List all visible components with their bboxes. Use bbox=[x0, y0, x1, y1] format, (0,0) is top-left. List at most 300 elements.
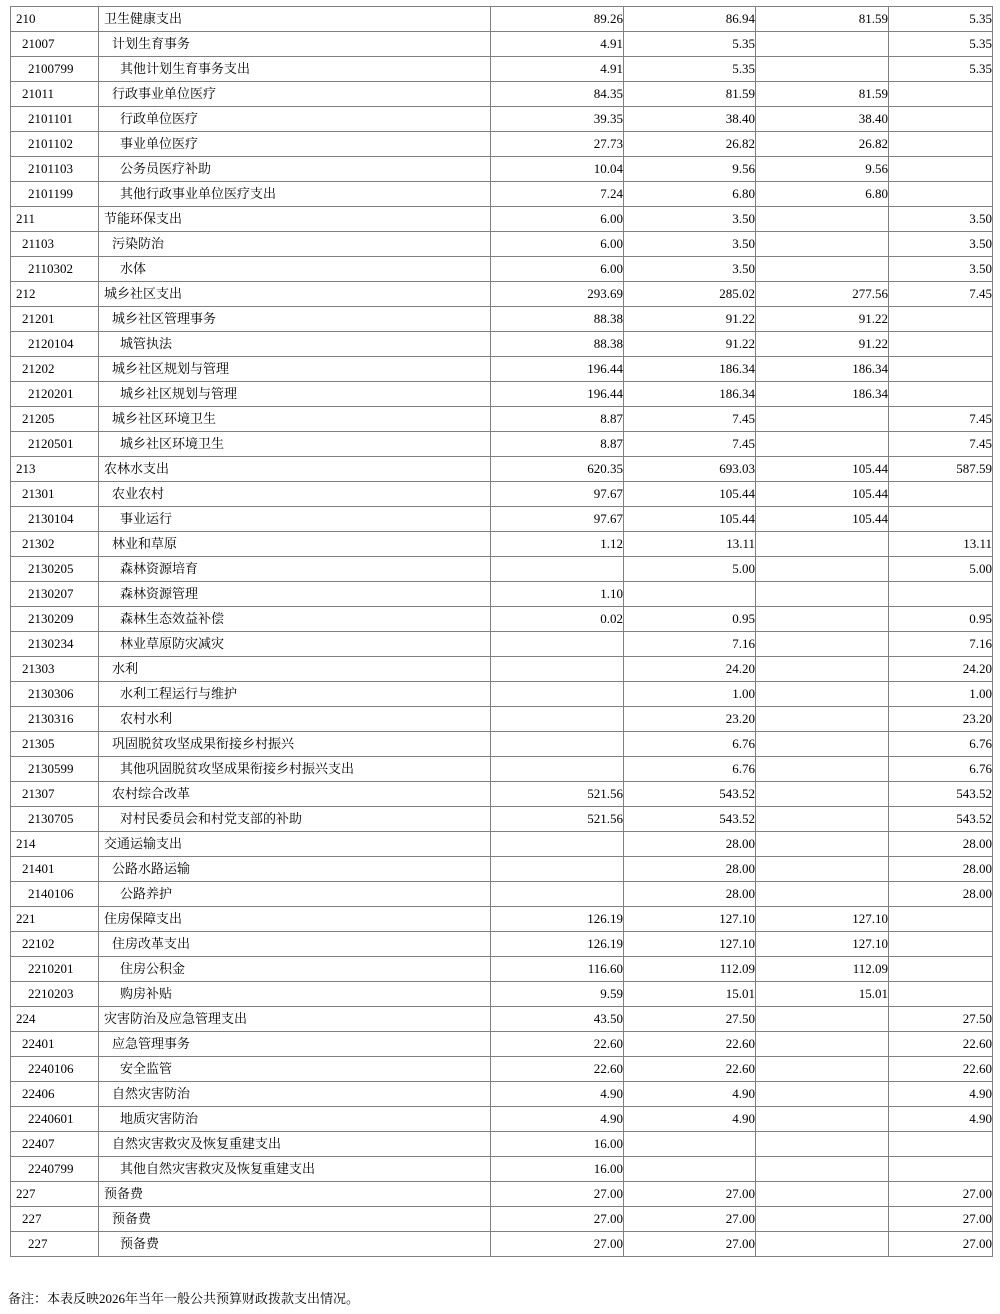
value-cell-col1: 8.87 bbox=[491, 432, 624, 457]
row-code-cell: 2120501 bbox=[11, 432, 99, 457]
row-code-cell: 2100799 bbox=[11, 57, 99, 82]
value-cell-col4: 7.45 bbox=[889, 407, 993, 432]
value-cell-col4 bbox=[889, 182, 993, 207]
value-cell-col3 bbox=[756, 407, 889, 432]
row-code-cell: 2120104 bbox=[11, 332, 99, 357]
value-cell-col4: 22.60 bbox=[889, 1057, 993, 1082]
row-name-cell: 其他自然灾害救灾及恢复重建支出 bbox=[99, 1157, 491, 1182]
value-cell-col4: 7.45 bbox=[889, 282, 993, 307]
row-code-cell: 2130705 bbox=[11, 807, 99, 832]
table-row bbox=[11, 1182, 993, 1207]
table-row bbox=[11, 407, 993, 432]
value-cell-col2: 15.01 bbox=[624, 982, 756, 1007]
table-row bbox=[11, 957, 993, 982]
value-cell-col1: 7.24 bbox=[491, 182, 624, 207]
table-row bbox=[11, 457, 993, 482]
value-cell-col4: 1.00 bbox=[889, 682, 993, 707]
value-cell-col4: 27.50 bbox=[889, 1007, 993, 1032]
value-cell-col2: 105.44 bbox=[624, 482, 756, 507]
value-cell-col3: 81.59 bbox=[756, 82, 889, 107]
value-cell-col2: 543.52 bbox=[624, 807, 756, 832]
value-cell-col4 bbox=[889, 1157, 993, 1182]
table-row bbox=[11, 107, 993, 132]
value-cell-col4: 27.00 bbox=[889, 1207, 993, 1232]
value-cell-col2: 27.00 bbox=[624, 1232, 756, 1257]
row-name-cell: 应急管理事务 bbox=[99, 1032, 491, 1057]
value-cell-col3: 277.56 bbox=[756, 282, 889, 307]
value-cell-col3 bbox=[756, 1157, 889, 1182]
value-cell-col3: 127.10 bbox=[756, 932, 889, 957]
value-cell-col3 bbox=[756, 1082, 889, 1107]
value-cell-col2: 6.76 bbox=[624, 732, 756, 757]
row-name-cell: 城乡社区规划与管理 bbox=[99, 382, 491, 407]
value-cell-col4 bbox=[889, 1132, 993, 1157]
table-row bbox=[11, 682, 993, 707]
value-cell-col2: 6.80 bbox=[624, 182, 756, 207]
value-cell-col1: 521.56 bbox=[491, 807, 624, 832]
table-row bbox=[11, 332, 993, 357]
row-code-cell: 21303 bbox=[11, 657, 99, 682]
table-row bbox=[11, 807, 993, 832]
value-cell-col1: 126.19 bbox=[491, 907, 624, 932]
value-cell-col2: 5.35 bbox=[624, 57, 756, 82]
value-cell-col2: 91.22 bbox=[624, 332, 756, 357]
table-row bbox=[11, 382, 993, 407]
value-cell-col2: 26.82 bbox=[624, 132, 756, 157]
value-cell-col2: 105.44 bbox=[624, 507, 756, 532]
value-cell-col1 bbox=[491, 657, 624, 682]
row-code-cell: 2210201 bbox=[11, 957, 99, 982]
table-row bbox=[11, 232, 993, 257]
value-cell-col3 bbox=[756, 1182, 889, 1207]
table-row bbox=[11, 182, 993, 207]
row-name-cell: 交通运输支出 bbox=[99, 832, 491, 857]
value-cell-col1: 1.10 bbox=[491, 582, 624, 607]
row-name-cell: 节能环保支出 bbox=[99, 207, 491, 232]
table-row bbox=[11, 1107, 993, 1132]
value-cell-col1 bbox=[491, 557, 624, 582]
table-row bbox=[11, 1032, 993, 1057]
value-cell-col4: 28.00 bbox=[889, 857, 993, 882]
value-cell-col2: 22.60 bbox=[624, 1057, 756, 1082]
value-cell-col2: 0.95 bbox=[624, 607, 756, 632]
row-name-cell: 农村水利 bbox=[99, 707, 491, 732]
value-cell-col2: 4.90 bbox=[624, 1107, 756, 1132]
value-cell-col1 bbox=[491, 732, 624, 757]
value-cell-col2: 3.50 bbox=[624, 232, 756, 257]
value-cell-col3 bbox=[756, 1107, 889, 1132]
value-cell-col2: 13.11 bbox=[624, 532, 756, 557]
table-row bbox=[11, 732, 993, 757]
value-cell-col2: 3.50 bbox=[624, 207, 756, 232]
value-cell-col3 bbox=[756, 207, 889, 232]
value-cell-col4: 24.20 bbox=[889, 657, 993, 682]
row-code-cell: 2130205 bbox=[11, 557, 99, 582]
value-cell-col1: 88.38 bbox=[491, 332, 624, 357]
row-name-cell: 农业农村 bbox=[99, 482, 491, 507]
value-cell-col3 bbox=[756, 1132, 889, 1157]
value-cell-col2: 7.45 bbox=[624, 432, 756, 457]
row-code-cell: 227 bbox=[11, 1232, 99, 1257]
value-cell-col2: 5.00 bbox=[624, 557, 756, 582]
table-row bbox=[11, 307, 993, 332]
value-cell-col3: 105.44 bbox=[756, 507, 889, 532]
value-cell-col4 bbox=[889, 507, 993, 532]
row-code-cell: 2130207 bbox=[11, 582, 99, 607]
value-cell-col3: 6.80 bbox=[756, 182, 889, 207]
value-cell-col4: 22.60 bbox=[889, 1032, 993, 1057]
row-code-cell: 227 bbox=[11, 1207, 99, 1232]
value-cell-col2: 27.00 bbox=[624, 1182, 756, 1207]
value-cell-col3 bbox=[756, 1057, 889, 1082]
row-name-cell: 城乡社区管理事务 bbox=[99, 307, 491, 332]
value-cell-col3: 26.82 bbox=[756, 132, 889, 157]
value-cell-col1: 1.12 bbox=[491, 532, 624, 557]
value-cell-col4 bbox=[889, 932, 993, 957]
value-cell-col4: 3.50 bbox=[889, 232, 993, 257]
value-cell-col2: 28.00 bbox=[624, 882, 756, 907]
value-cell-col1: 22.60 bbox=[491, 1032, 624, 1057]
row-code-cell: 21205 bbox=[11, 407, 99, 432]
value-cell-col4: 7.45 bbox=[889, 432, 993, 457]
value-cell-col4: 7.16 bbox=[889, 632, 993, 657]
row-name-cell: 对村民委员会和村党支部的补助 bbox=[99, 807, 491, 832]
budget-expenditure-table bbox=[10, 6, 993, 1257]
row-name-cell: 购房补贴 bbox=[99, 982, 491, 1007]
table-row bbox=[11, 432, 993, 457]
table-row bbox=[11, 132, 993, 157]
table-row bbox=[11, 607, 993, 632]
value-cell-col3 bbox=[756, 607, 889, 632]
table-row bbox=[11, 1082, 993, 1107]
row-name-cell: 事业运行 bbox=[99, 507, 491, 532]
row-name-cell: 城管执法 bbox=[99, 332, 491, 357]
row-code-cell: 2130104 bbox=[11, 507, 99, 532]
table-row bbox=[11, 7, 993, 32]
row-name-cell: 地质灾害防治 bbox=[99, 1107, 491, 1132]
row-code-cell: 21401 bbox=[11, 857, 99, 882]
value-cell-col3: 91.22 bbox=[756, 332, 889, 357]
row-name-cell: 林业和草原 bbox=[99, 532, 491, 557]
value-cell-col3 bbox=[756, 807, 889, 832]
value-cell-col2: 28.00 bbox=[624, 857, 756, 882]
value-cell-col2 bbox=[624, 582, 756, 607]
value-cell-col1: 6.00 bbox=[491, 257, 624, 282]
value-cell-col4: 28.00 bbox=[889, 882, 993, 907]
value-cell-col4: 543.52 bbox=[889, 782, 993, 807]
row-code-cell: 224 bbox=[11, 1007, 99, 1032]
value-cell-col1 bbox=[491, 757, 624, 782]
table-row bbox=[11, 857, 993, 882]
row-name-cell: 巩固脱贫攻坚成果衔接乡村振兴 bbox=[99, 732, 491, 757]
value-cell-col4: 3.50 bbox=[889, 207, 993, 232]
table-row bbox=[11, 932, 993, 957]
row-name-cell: 其他计划生育事务支出 bbox=[99, 57, 491, 82]
value-cell-col3 bbox=[756, 1232, 889, 1257]
value-cell-col2: 7.45 bbox=[624, 407, 756, 432]
value-cell-col1: 97.67 bbox=[491, 507, 624, 532]
value-cell-col1 bbox=[491, 857, 624, 882]
table-row bbox=[11, 482, 993, 507]
value-cell-col3 bbox=[756, 582, 889, 607]
value-cell-col1: 196.44 bbox=[491, 382, 624, 407]
row-code-cell: 212 bbox=[11, 282, 99, 307]
value-cell-col3 bbox=[756, 257, 889, 282]
table-row bbox=[11, 357, 993, 382]
value-cell-col1: 8.87 bbox=[491, 407, 624, 432]
row-code-cell: 211 bbox=[11, 207, 99, 232]
value-cell-col1: 27.73 bbox=[491, 132, 624, 157]
row-code-cell: 2101103 bbox=[11, 157, 99, 182]
value-cell-col3 bbox=[756, 782, 889, 807]
value-cell-col3: 105.44 bbox=[756, 482, 889, 507]
value-cell-col4: 27.00 bbox=[889, 1232, 993, 1257]
value-cell-col3: 127.10 bbox=[756, 907, 889, 932]
row-name-cell: 预备费 bbox=[99, 1232, 491, 1257]
row-name-cell: 农村综合改革 bbox=[99, 782, 491, 807]
value-cell-col1: 4.90 bbox=[491, 1082, 624, 1107]
value-cell-col2: 285.02 bbox=[624, 282, 756, 307]
value-cell-col1: 116.60 bbox=[491, 957, 624, 982]
value-cell-col4: 5.35 bbox=[889, 57, 993, 82]
value-cell-col3 bbox=[756, 1007, 889, 1032]
row-code-cell: 2101101 bbox=[11, 107, 99, 132]
row-code-cell: 22407 bbox=[11, 1132, 99, 1157]
value-cell-col4 bbox=[889, 357, 993, 382]
row-name-cell: 城乡社区环境卫生 bbox=[99, 432, 491, 457]
row-name-cell: 自然灾害救灾及恢复重建支出 bbox=[99, 1132, 491, 1157]
value-cell-col4: 27.00 bbox=[889, 1182, 993, 1207]
value-cell-col4: 587.59 bbox=[889, 457, 993, 482]
row-code-cell: 2130306 bbox=[11, 682, 99, 707]
table-row bbox=[11, 707, 993, 732]
row-name-cell: 安全监管 bbox=[99, 1057, 491, 1082]
value-cell-col2: 91.22 bbox=[624, 307, 756, 332]
value-cell-col4 bbox=[889, 157, 993, 182]
row-name-cell: 水利工程运行与维护 bbox=[99, 682, 491, 707]
row-code-cell: 21007 bbox=[11, 32, 99, 57]
row-code-cell: 2110302 bbox=[11, 257, 99, 282]
row-code-cell: 2130316 bbox=[11, 707, 99, 732]
table-row bbox=[11, 582, 993, 607]
row-name-cell: 公路养护 bbox=[99, 882, 491, 907]
value-cell-col3 bbox=[756, 682, 889, 707]
value-cell-col1: 521.56 bbox=[491, 782, 624, 807]
row-code-cell: 213 bbox=[11, 457, 99, 482]
row-name-cell: 卫生健康支出 bbox=[99, 7, 491, 32]
value-cell-col2: 4.90 bbox=[624, 1082, 756, 1107]
row-code-cell: 227 bbox=[11, 1182, 99, 1207]
value-cell-col3 bbox=[756, 57, 889, 82]
row-name-cell: 水体 bbox=[99, 257, 491, 282]
table-row bbox=[11, 207, 993, 232]
value-cell-col3: 112.09 bbox=[756, 957, 889, 982]
value-cell-col2: 22.60 bbox=[624, 1032, 756, 1057]
table-row bbox=[11, 1207, 993, 1232]
value-cell-col2: 9.56 bbox=[624, 157, 756, 182]
value-cell-col3: 9.56 bbox=[756, 157, 889, 182]
value-cell-col3 bbox=[756, 532, 889, 557]
value-cell-col3 bbox=[756, 757, 889, 782]
value-cell-col2: 127.10 bbox=[624, 932, 756, 957]
table-row bbox=[11, 1057, 993, 1082]
table-row bbox=[11, 882, 993, 907]
value-cell-col3 bbox=[756, 632, 889, 657]
value-cell-col3: 81.59 bbox=[756, 7, 889, 32]
value-cell-col2: 23.20 bbox=[624, 707, 756, 732]
value-cell-col1: 43.50 bbox=[491, 1007, 624, 1032]
table-row bbox=[11, 1132, 993, 1157]
value-cell-col4 bbox=[889, 132, 993, 157]
value-cell-col3 bbox=[756, 32, 889, 57]
row-name-cell: 城乡社区支出 bbox=[99, 282, 491, 307]
value-cell-col2: 6.76 bbox=[624, 757, 756, 782]
row-code-cell: 21201 bbox=[11, 307, 99, 332]
table-row bbox=[11, 1007, 993, 1032]
row-code-cell: 210 bbox=[11, 7, 99, 32]
row-name-cell: 其他巩固脱贫攻坚成果衔接乡村振兴支出 bbox=[99, 757, 491, 782]
value-cell-col4: 6.76 bbox=[889, 732, 993, 757]
row-name-cell: 灾害防治及应急管理支出 bbox=[99, 1007, 491, 1032]
table-row bbox=[11, 82, 993, 107]
value-cell-col2: 24.20 bbox=[624, 657, 756, 682]
table-row bbox=[11, 257, 993, 282]
value-cell-col3 bbox=[756, 232, 889, 257]
table-row bbox=[11, 1232, 993, 1257]
value-cell-col3 bbox=[756, 732, 889, 757]
value-cell-col1: 39.35 bbox=[491, 107, 624, 132]
row-name-cell: 公务员医疗补助 bbox=[99, 157, 491, 182]
table-row bbox=[11, 782, 993, 807]
value-cell-col4: 5.35 bbox=[889, 32, 993, 57]
value-cell-col2: 693.03 bbox=[624, 457, 756, 482]
table-row bbox=[11, 557, 993, 582]
value-cell-col3 bbox=[756, 557, 889, 582]
table-row bbox=[11, 657, 993, 682]
row-name-cell: 行政事业单位医疗 bbox=[99, 82, 491, 107]
table-row bbox=[11, 157, 993, 182]
value-cell-col1: 22.60 bbox=[491, 1057, 624, 1082]
budget-table-body bbox=[11, 7, 993, 1257]
table-row bbox=[11, 507, 993, 532]
value-cell-col2: 127.10 bbox=[624, 907, 756, 932]
row-code-cell: 2101102 bbox=[11, 132, 99, 157]
row-code-cell: 21011 bbox=[11, 82, 99, 107]
value-cell-col1 bbox=[491, 882, 624, 907]
row-name-cell: 森林资源管理 bbox=[99, 582, 491, 607]
value-cell-col1: 16.00 bbox=[491, 1132, 624, 1157]
row-code-cell: 2240106 bbox=[11, 1057, 99, 1082]
value-cell-col1: 88.38 bbox=[491, 307, 624, 332]
row-name-cell: 预备费 bbox=[99, 1207, 491, 1232]
value-cell-col1: 4.90 bbox=[491, 1107, 624, 1132]
table-row bbox=[11, 757, 993, 782]
value-cell-col4: 0.95 bbox=[889, 607, 993, 632]
row-code-cell: 2101199 bbox=[11, 182, 99, 207]
row-code-cell: 221 bbox=[11, 907, 99, 932]
value-cell-col3 bbox=[756, 832, 889, 857]
value-cell-col3 bbox=[756, 882, 889, 907]
row-name-cell: 森林资源培育 bbox=[99, 557, 491, 582]
table-row bbox=[11, 632, 993, 657]
row-code-cell: 22102 bbox=[11, 932, 99, 957]
value-cell-col3: 105.44 bbox=[756, 457, 889, 482]
value-cell-col1: 196.44 bbox=[491, 357, 624, 382]
value-cell-col3: 38.40 bbox=[756, 107, 889, 132]
row-name-cell: 水利 bbox=[99, 657, 491, 682]
value-cell-col2: 7.16 bbox=[624, 632, 756, 657]
row-code-cell: 2130234 bbox=[11, 632, 99, 657]
value-cell-col4 bbox=[889, 982, 993, 1007]
table-row bbox=[11, 907, 993, 932]
row-name-cell: 计划生育事务 bbox=[99, 32, 491, 57]
value-cell-col4: 5.00 bbox=[889, 557, 993, 582]
value-cell-col3: 15.01 bbox=[756, 982, 889, 1007]
row-code-cell: 21103 bbox=[11, 232, 99, 257]
value-cell-col4 bbox=[889, 907, 993, 932]
row-name-cell: 住房改革支出 bbox=[99, 932, 491, 957]
row-code-cell: 2140106 bbox=[11, 882, 99, 907]
value-cell-col1 bbox=[491, 632, 624, 657]
row-name-cell: 城乡社区规划与管理 bbox=[99, 357, 491, 382]
value-cell-col1: 6.00 bbox=[491, 207, 624, 232]
row-name-cell: 城乡社区环境卫生 bbox=[99, 407, 491, 432]
table-row bbox=[11, 282, 993, 307]
value-cell-col4: 23.20 bbox=[889, 707, 993, 732]
value-cell-col1: 0.02 bbox=[491, 607, 624, 632]
row-code-cell: 21305 bbox=[11, 732, 99, 757]
value-cell-col1: 293.69 bbox=[491, 282, 624, 307]
value-cell-col1: 27.00 bbox=[491, 1182, 624, 1207]
row-name-cell: 林业草原防灾减灾 bbox=[99, 632, 491, 657]
value-cell-col4: 5.35 bbox=[889, 7, 993, 32]
value-cell-col4: 13.11 bbox=[889, 532, 993, 557]
table-row bbox=[11, 57, 993, 82]
value-cell-col2 bbox=[624, 1132, 756, 1157]
row-name-cell: 其他行政事业单位医疗支出 bbox=[99, 182, 491, 207]
value-cell-col2: 543.52 bbox=[624, 782, 756, 807]
value-cell-col3 bbox=[756, 432, 889, 457]
row-name-cell: 行政单位医疗 bbox=[99, 107, 491, 132]
value-cell-col2: 5.35 bbox=[624, 32, 756, 57]
row-code-cell: 2240601 bbox=[11, 1107, 99, 1132]
value-cell-col1 bbox=[491, 832, 624, 857]
value-cell-col2: 27.50 bbox=[624, 1007, 756, 1032]
table-row bbox=[11, 982, 993, 1007]
value-cell-col4 bbox=[889, 582, 993, 607]
value-cell-col4: 4.90 bbox=[889, 1107, 993, 1132]
value-cell-col3 bbox=[756, 1207, 889, 1232]
value-cell-col3 bbox=[756, 857, 889, 882]
value-cell-col1: 620.35 bbox=[491, 457, 624, 482]
value-cell-col2: 38.40 bbox=[624, 107, 756, 132]
value-cell-col4: 4.90 bbox=[889, 1082, 993, 1107]
value-cell-col1: 9.59 bbox=[491, 982, 624, 1007]
value-cell-col3: 186.34 bbox=[756, 382, 889, 407]
value-cell-col2: 186.34 bbox=[624, 382, 756, 407]
value-cell-col1 bbox=[491, 682, 624, 707]
row-code-cell: 2130599 bbox=[11, 757, 99, 782]
row-name-cell: 自然灾害防治 bbox=[99, 1082, 491, 1107]
row-code-cell: 2130209 bbox=[11, 607, 99, 632]
value-cell-col4 bbox=[889, 482, 993, 507]
table-footnote: 备注：本表反映2026年当年一般公共预算财政拨款支出情况。 bbox=[8, 1291, 360, 1306]
value-cell-col1: 4.91 bbox=[491, 32, 624, 57]
value-cell-col2: 81.59 bbox=[624, 82, 756, 107]
table-row bbox=[11, 532, 993, 557]
value-cell-col4 bbox=[889, 82, 993, 107]
row-name-cell: 事业单位医疗 bbox=[99, 132, 491, 157]
